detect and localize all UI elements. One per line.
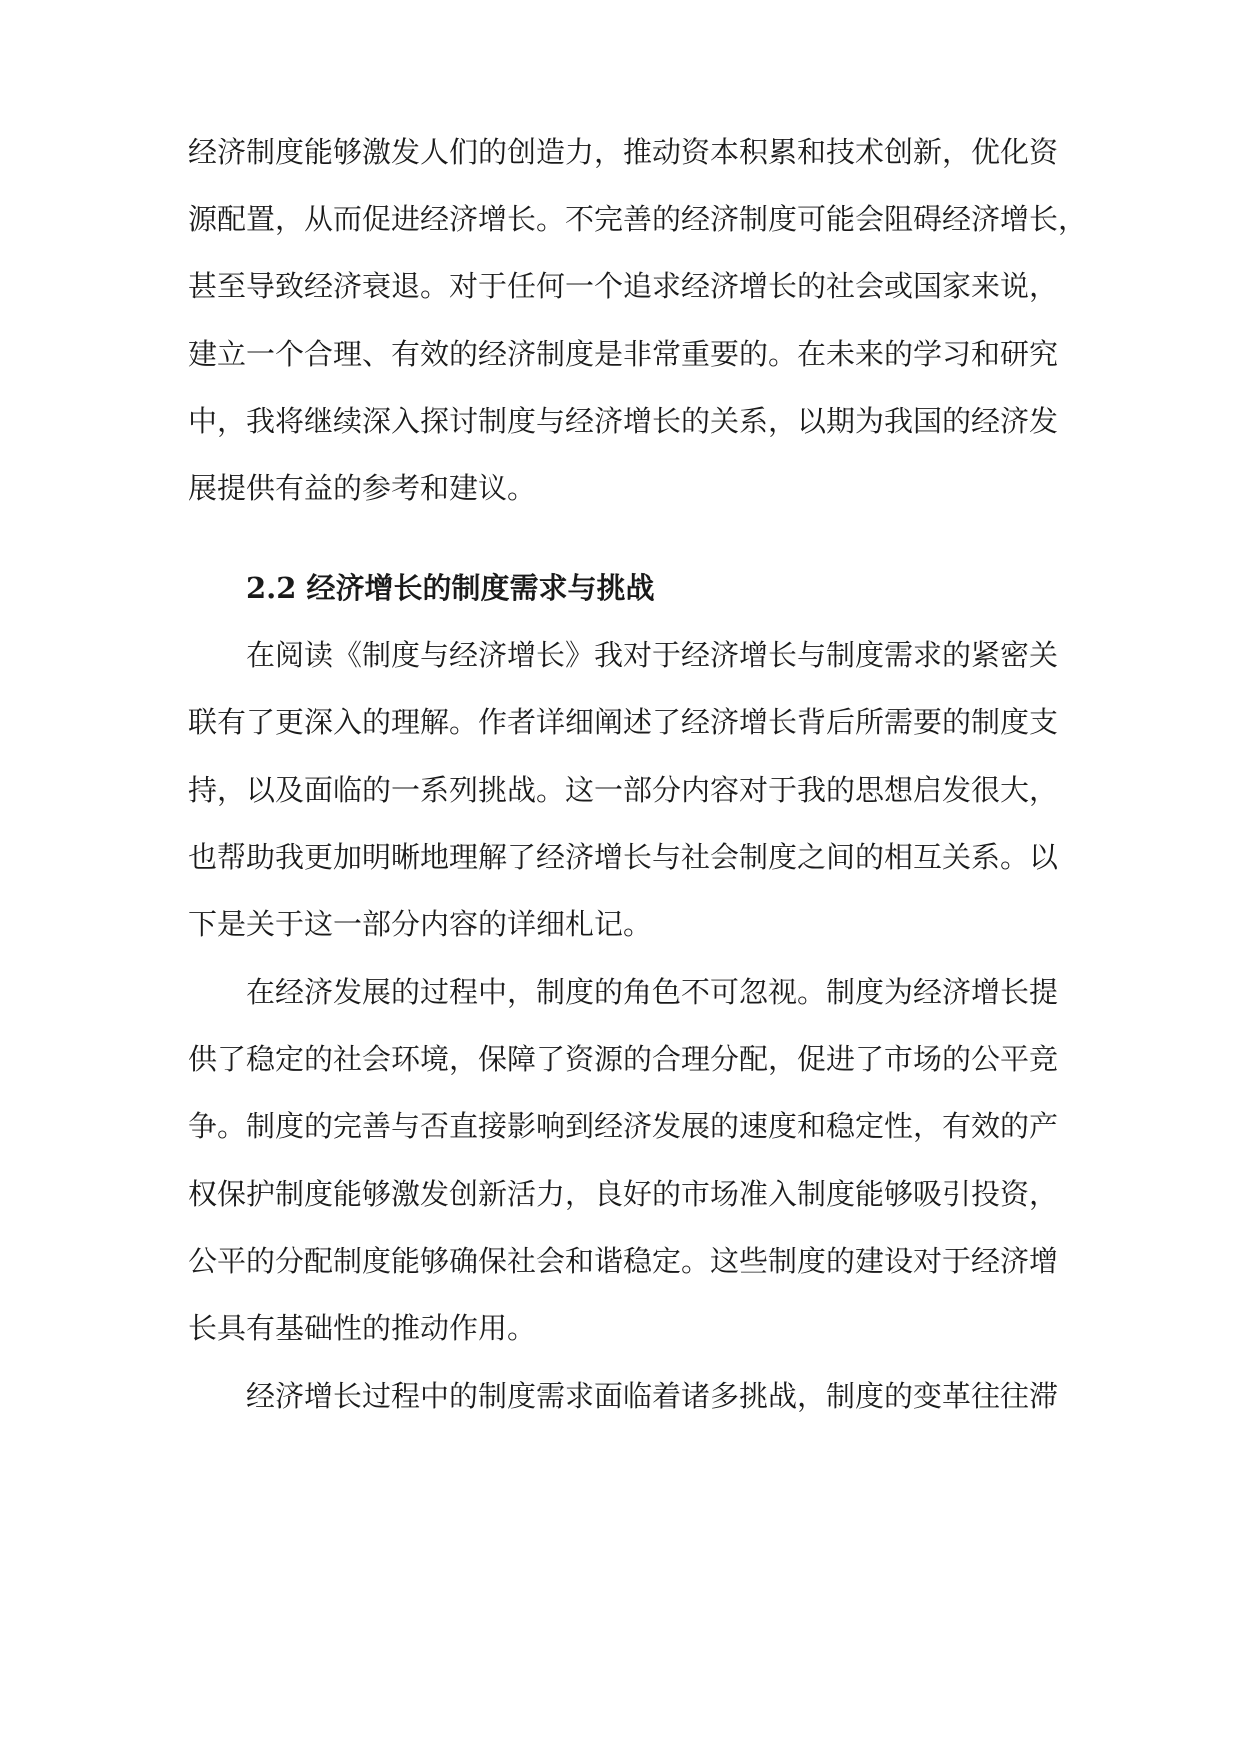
paragraph-1-line-4: 建立一个合理、有效的经济制度是非常重要的。在未来的学习和研究 — [188, 337, 1059, 371]
paragraph-3-line-1: 在经济发展的过程中，制度的角色不可忽视。制度为经济增长提 — [246, 975, 1059, 1009]
paragraph-2-line-3: 持，以及面临的一系列挑战。这一部分内容对于我的思想启发很大， — [188, 773, 1059, 807]
paragraph-2-line-1: 在阅读《制度与经济增长》我对于经济增长与制度需求的紧密关 — [246, 638, 1059, 672]
paragraph-3-line-5: 公平的分配制度能够确保社会和谐稳定。这些制度的建设对于经济增 — [188, 1244, 1059, 1278]
paragraph-1-line-1: 经济制度能够激发人们的创造力，推动资本积累和技术创新，优化资 — [188, 135, 1059, 169]
paragraph-3-line-6: 长具有基础性的推动作用。 — [188, 1311, 537, 1345]
paragraph-1-line-2: 源配置，从而促进经济增长。不完善的经济制度可能会阻碍经济增长， — [188, 202, 1088, 236]
section-heading: 2.2 经济增长的制度需求与挑战 — [246, 571, 655, 605]
paragraph-1-line-3: 甚至导致经济衰退。对于任何一个追求经济增长的社会或国家来说， — [188, 269, 1059, 303]
paragraph-1-line-5: 中，我将继续深入探讨制度与经济增长的关系，以期为我国的经济发 — [188, 404, 1059, 438]
paragraph-2-line-5: 下是关于这一部分内容的详细札记。 — [188, 907, 653, 941]
paragraph-3-line-2: 供了稳定的社会环境，保障了资源的合理分配，促进了市场的公平竞 — [188, 1042, 1059, 1076]
paragraph-3-line-3: 争。制度的完善与否直接影响到经济发展的速度和稳定性，有效的产 — [188, 1109, 1059, 1143]
paragraph-2-line-2: 联有了更深入的理解。作者详细阐述了经济增长背后所需要的制度支 — [188, 705, 1059, 739]
paragraph-1-line-6: 展提供有益的参考和建议。 — [188, 471, 537, 505]
paragraph-2-line-4: 也帮助我更加明晰地理解了经济增长与社会制度之间的相互关系。以 — [188, 840, 1059, 874]
paragraph-3-line-4: 权保护制度能够激发创新活力，良好的市场准入制度能够吸引投资， — [188, 1177, 1059, 1211]
paragraph-4-line-1: 经济增长过程中的制度需求面临着诸多挑战，制度的变革往往滞 — [246, 1379, 1059, 1413]
